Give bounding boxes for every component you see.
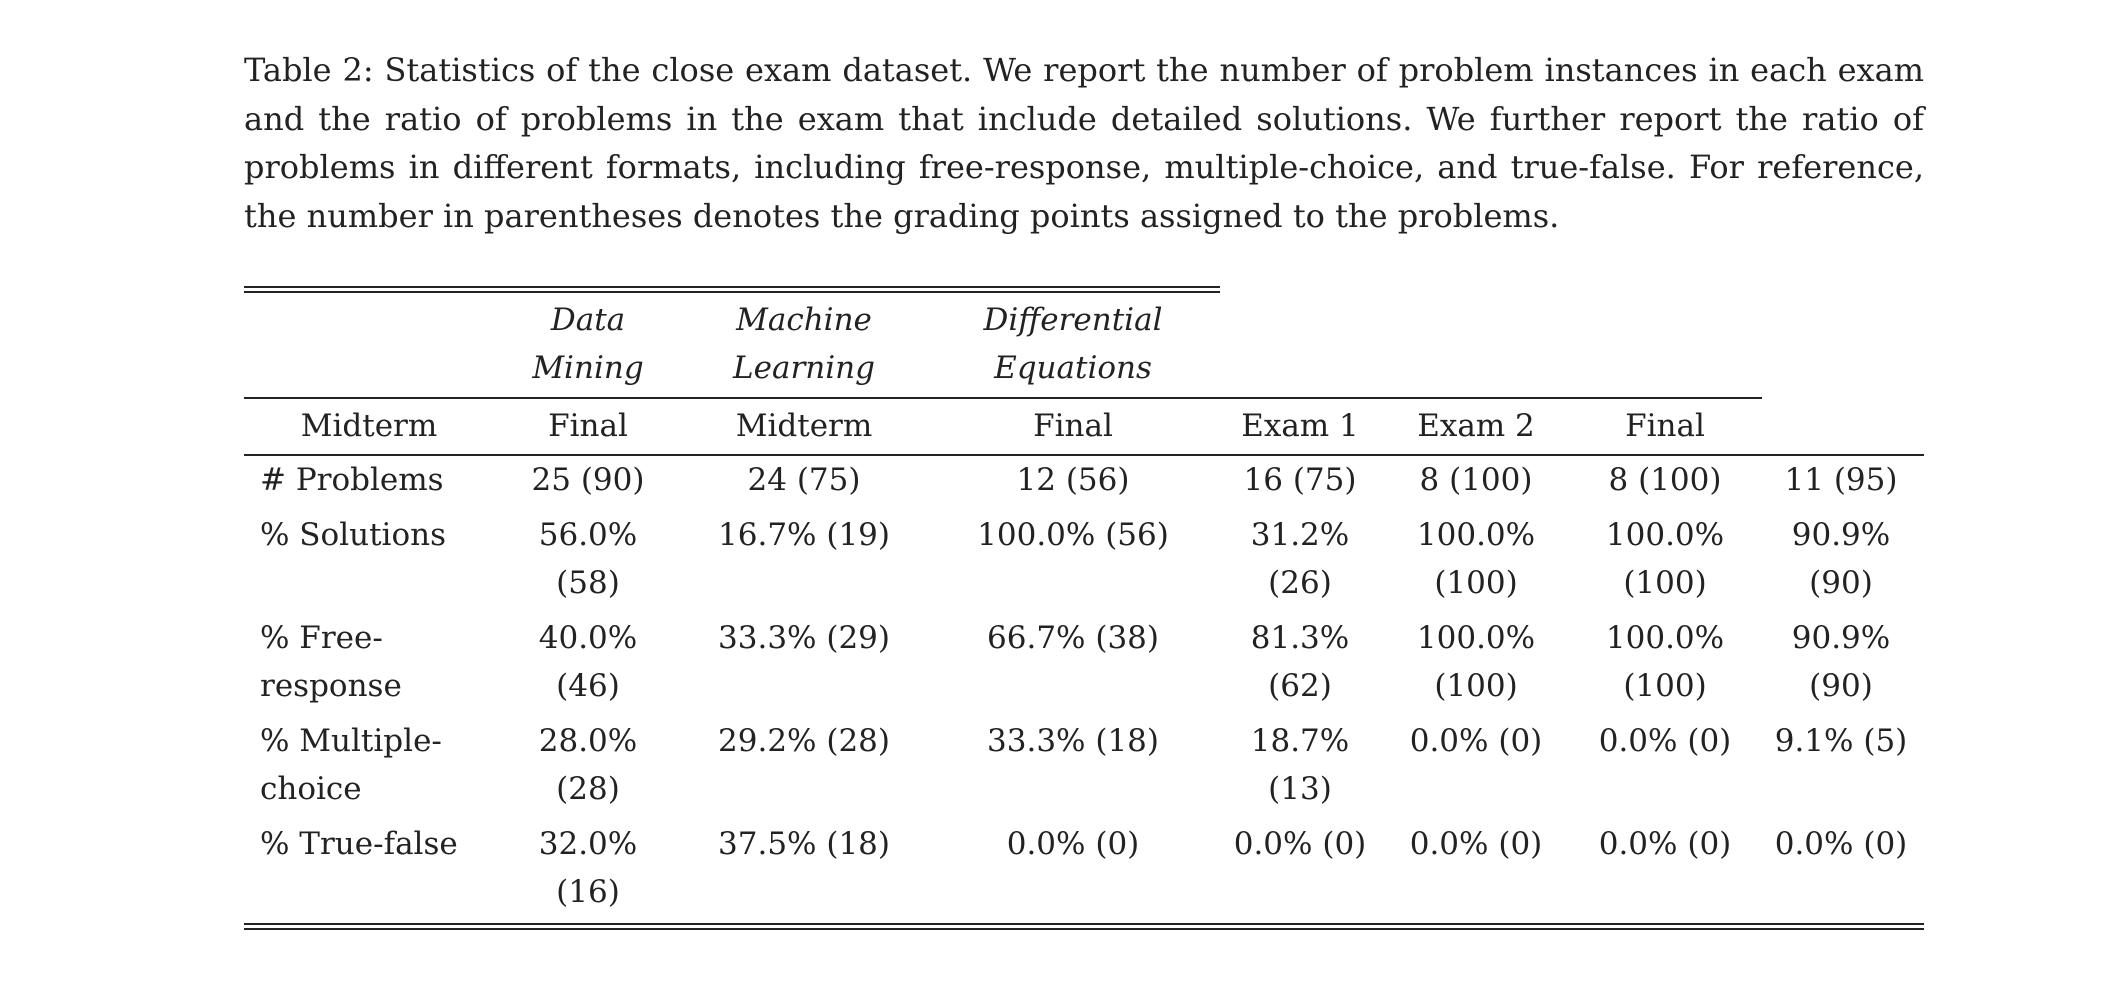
- cell-r1-c4-line-0: 100.0%: [1416, 517, 1536, 553]
- group-header-machine-learning-line1: Machine: [736, 302, 872, 338]
- row-label-3-line-1: choice: [260, 771, 362, 807]
- cell-r3-c0-line-0: 28.0%: [538, 723, 638, 759]
- cell-r2-c3-line-1: (62): [1268, 668, 1332, 704]
- cell-r3-c3-line-1: (13): [1268, 771, 1332, 807]
- table-caption: Table 2: Statistics of the close exam dataset. We report the number of problem instances in each exam and the ratio of problems in the exam that include detailed solutions. We further report the ratio of problems in different formats, including free-response, multiple-choice, and true-false. For reference, the number in parentheses denotes the grading points assigned to the problems.: [244, 51, 1924, 235]
- cell-r4-c6-line-0: 0.0% (0): [1774, 826, 1908, 862]
- cell-r2-c5-line-0: 100.0%: [1605, 620, 1725, 656]
- top-rule-upper: [244, 286, 1220, 288]
- cell-r0-c1-line-0: 24 (75): [747, 462, 861, 498]
- cell-r2-c0-line-0: 40.0%: [538, 620, 638, 656]
- bottom-rule-upper: [244, 923, 1924, 925]
- cell-r2-c4-line-1: (100): [1434, 668, 1518, 704]
- cell-r1-c3-line-0: 31.2%: [1250, 517, 1350, 553]
- cell-r0-c2-line-0: 12 (56): [1016, 462, 1130, 498]
- group-header-differential-equations-line2: Equations: [994, 350, 1152, 386]
- cell-r2-c3-line-0: 81.3%: [1250, 620, 1350, 656]
- row-label-2-line-1: response: [260, 668, 402, 704]
- group-header-rule: [244, 397, 1762, 399]
- subheader-6: Final: [1625, 408, 1705, 444]
- cell-r4-c4-line-0: 0.0% (0): [1409, 826, 1543, 862]
- cell-r4-c5-line-0: 0.0% (0): [1598, 826, 1732, 862]
- cell-r4-c1-line-0: 37.5% (18): [718, 826, 890, 862]
- group-header-machine-learning-line2: Learning: [733, 350, 875, 386]
- row-label-3-line-0: % Multiple-: [260, 723, 442, 759]
- exam-statistics-table: [244, 286, 1924, 931]
- cell-r1-c1-line-0: 16.7% (19): [718, 517, 890, 553]
- subheader-4: Exam 1: [1241, 408, 1359, 444]
- cell-r1-c5-line-1: (100): [1623, 565, 1707, 601]
- cell-r3-c6-line-0: 9.1% (5): [1774, 723, 1908, 759]
- cell-r1-c4-line-1: (100): [1434, 565, 1518, 601]
- cell-r0-c5-line-0: 8 (100): [1608, 462, 1722, 498]
- cell-r1-c3-line-1: (26): [1268, 565, 1332, 601]
- cell-r1-c0-line-1: (58): [556, 565, 620, 601]
- cell-r1-c0-line-0: 56.0%: [538, 517, 638, 553]
- subheader-0: Midterm: [300, 408, 438, 444]
- row-label-4-line-0: % True-false: [260, 826, 458, 862]
- cell-r1-c6-line-0: 90.9%: [1791, 517, 1891, 553]
- cell-r2-c5-line-1: (100): [1623, 668, 1707, 704]
- top-rule-lower: [244, 291, 1220, 293]
- cell-r2-c6-line-1: (90): [1809, 668, 1873, 704]
- cell-r0-c0-line-0: 25 (90): [531, 462, 645, 498]
- group-header-data-mining-line2: Mining: [532, 350, 644, 386]
- cell-r0-c6-line-0: 11 (95): [1784, 462, 1898, 498]
- subheader-3: Final: [1033, 408, 1113, 444]
- cell-r4-c2-line-0: 0.0% (0): [1006, 826, 1140, 862]
- cell-r3-c3-line-0: 18.7%: [1250, 723, 1350, 759]
- row-label-1-line-0: % Solutions: [260, 517, 446, 553]
- cell-r3-c5-line-0: 0.0% (0): [1598, 723, 1732, 759]
- cell-r4-c3-line-0: 0.0% (0): [1233, 826, 1367, 862]
- group-header-data-mining-line1: Data: [550, 302, 626, 338]
- cell-r2-c6-line-0: 90.9%: [1791, 620, 1891, 656]
- row-label-0-line-0: # Problems: [260, 462, 444, 498]
- cell-r3-c2-line-0: 33.3% (18): [987, 723, 1159, 759]
- cell-r3-c1-line-0: 29.2% (28): [718, 723, 890, 759]
- cell-r2-c2-line-0: 66.7% (38): [987, 620, 1159, 656]
- cell-r0-c4-line-0: 8 (100): [1419, 462, 1533, 498]
- cell-r1-c2-line-0: 100.0% (56): [977, 517, 1169, 553]
- subheader-2: Midterm: [735, 408, 873, 444]
- cell-r2-c4-line-0: 100.0%: [1416, 620, 1536, 656]
- cell-r0-c3-line-0: 16 (75): [1243, 462, 1357, 498]
- subheader-5: Exam 2: [1417, 408, 1535, 444]
- cell-r1-c6-line-1: (90): [1809, 565, 1873, 601]
- cell-r2-c1-line-0: 33.3% (29): [718, 620, 890, 656]
- group-header-differential-equations-line1: Differential: [983, 302, 1163, 338]
- cell-r2-c0-line-1: (46): [556, 668, 620, 704]
- cell-r3-c4-line-0: 0.0% (0): [1409, 723, 1543, 759]
- row-label-2-line-0: % Free-: [260, 620, 383, 656]
- cell-r3-c0-line-1: (28): [556, 771, 620, 807]
- cell-r1-c5-line-0: 100.0%: [1605, 517, 1725, 553]
- cell-r4-c0-line-1: (16): [556, 874, 620, 910]
- cell-r4-c0-line-0: 32.0%: [538, 826, 638, 862]
- subheader-1: Final: [548, 408, 628, 444]
- bottom-rule-lower: [244, 928, 1924, 930]
